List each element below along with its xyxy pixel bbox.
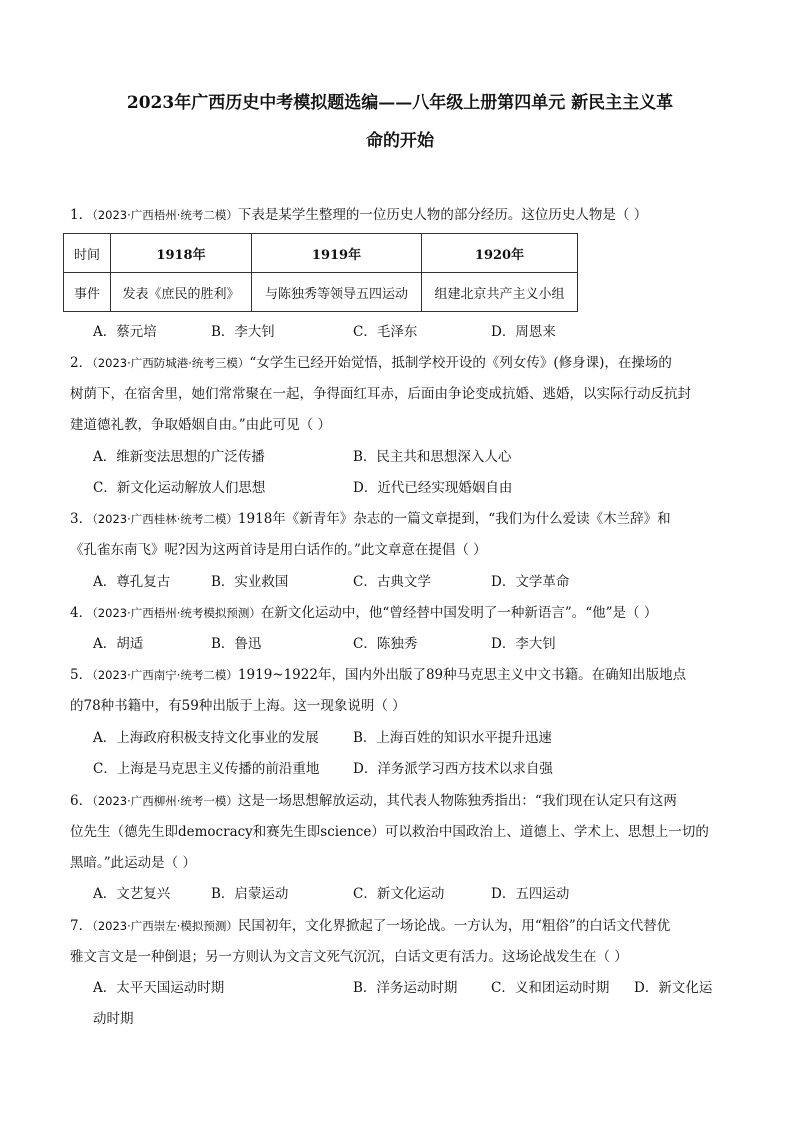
question-5 (70, 660, 730, 722)
option-a[interactable]: A．太平天国运动时期 (93, 980, 225, 996)
question-source: （2023·广西梧州·统考二模） (92, 208, 238, 222)
question-stem-line: 1919~1922年，国内外出版了89种马克思主义中文书籍。在确知出版地点 (237, 667, 687, 683)
question-stem: 下表是某学生整理的一位历史人物的部分经历。这位历史人物是（ ） (237, 207, 648, 223)
option-a[interactable]: A．尊孔复古 (93, 574, 171, 590)
option-c[interactable]: C．毛泽东 (353, 324, 418, 340)
question-stem-line: 建道德礼教，争取婚姻自由。”由此可见（ ） (70, 417, 331, 433)
question-6 (70, 786, 730, 879)
question-stem-line: 雅文言文是一种倒退；另一方则认为文言文死气沉沉，白话文更有活力。这场论战发生在（ ） (70, 949, 628, 965)
option-c[interactable]: C．新文化运动 (353, 886, 445, 902)
question-7 (70, 911, 730, 973)
title-line-1: 2023年广西历史中考模拟题选编——八年级上册第四单元 新民主主义革 (126, 93, 674, 113)
question-stem-line: 1918年《新青年》杂志的一篇文章提到，“我们为什么爱读《木兰辞》和 (237, 511, 671, 527)
option-d[interactable]: D．李大钊 (491, 636, 556, 652)
question-number: 6． (70, 793, 93, 809)
table-cell: 事件 (64, 273, 111, 312)
option-d[interactable]: D．新文化运 (634, 980, 713, 996)
option-b[interactable]: B．鲁迅 (211, 636, 262, 652)
table-cell: 发表《庶民的胜利》 (111, 273, 252, 312)
option-b[interactable]: B．上海百姓的知识水平提升迅速 (353, 730, 552, 746)
option-c[interactable]: C．陈独秀 (353, 636, 418, 652)
question-number: 1． (70, 207, 93, 223)
question-4 (70, 598, 730, 629)
question-1 (70, 200, 730, 231)
question-stem-line: 黑暗。”此运动是（ ） (70, 855, 196, 871)
question-stem-line: “女学生已经开始觉悟，抵制学校开设的《列女传》(修身课)，在操场的 (249, 355, 672, 371)
question-3 (70, 504, 730, 566)
option-b[interactable]: B．李大钊 (211, 324, 275, 340)
option-d[interactable]: D．周恩来 (491, 324, 556, 340)
question-number: 2． (70, 355, 93, 371)
question-source: （2023·广西防城港·统考三模） (92, 356, 250, 370)
table-header-cell: 1920年 (422, 234, 578, 273)
table-header-cell: 时间 (64, 234, 111, 273)
history-table (63, 233, 578, 312)
option-b[interactable]: B．洋务运动时期 (353, 980, 458, 996)
question-number: 4． (70, 605, 93, 621)
question-source: （2023·广西桂林·统考二模） (92, 512, 238, 526)
option-a[interactable]: A．蔡元培 (93, 324, 157, 340)
option-b[interactable]: B．启蒙运动 (211, 886, 289, 902)
option-a[interactable]: A．上海政府积极支持文化事业的发展 (93, 730, 319, 746)
table-cell: 与陈独秀等领导五四运动 (252, 273, 422, 312)
question-stem-line: 树荫下，在宿舍里，她们常常聚在一起，争得面红耳赤，后面由争论变成抗婚、逃婚，以实际行动反抗封 (70, 386, 691, 402)
question-stem-line: 民国初年，文化界掀起了一场论战。一方认为，用“粗俗”的白话文代替优 (237, 918, 671, 934)
question-number: 7． (70, 918, 93, 934)
title-line-2: 命的开始 (366, 131, 434, 151)
document-title (80, 84, 720, 160)
question-source: （2023·广西南宁·统考二模） (92, 668, 238, 682)
option-a[interactable]: A．胡适 (93, 636, 144, 652)
option-d[interactable]: D．五四运动 (491, 886, 570, 902)
option-c[interactable]: C．古典文学 (353, 574, 431, 590)
option-b[interactable]: B．民主共和思想深入人心 (353, 449, 512, 465)
option-d[interactable]: D．近代已经实现婚姻自由 (353, 480, 513, 496)
question-stem-line: 《孔雀东南飞》呢?因为这两首诗是用白话作的。”此文章意在提倡（ ） (70, 542, 487, 558)
question-stem-line: 在新文化运动中，他“曾经替中国发明了一种新语言”。“他”是（ ） (260, 605, 658, 621)
option-d-wrap: 动时期 (93, 1011, 134, 1027)
table-header-cell: 1918年 (111, 234, 252, 273)
option-d[interactable]: D．文学革命 (491, 574, 570, 590)
question-stem-line: 位先生（德先生即democracy和赛先生即science）可以救治中国政治上、道德上、学术上、思想上一切的 (70, 824, 709, 840)
question-number: 5． (70, 667, 93, 683)
option-b[interactable]: B．实业救国 (211, 574, 289, 590)
question-stem-line: 的78种书籍中，有59种出版于上海。这一现象说明（ ） (70, 698, 406, 714)
question-number: 3． (70, 511, 93, 527)
option-c[interactable]: C．新文化运动解放人们思想 (93, 480, 266, 496)
option-a[interactable]: A．维新变法思想的广泛传播 (93, 449, 265, 465)
question-stem-line: 这是一场思想解放运动，其代表人物陈独秀指出：“我们现在认定只有这两 (237, 793, 677, 809)
table-header-cell: 1919年 (252, 234, 422, 273)
table-header-row (64, 234, 578, 273)
table-row (64, 273, 578, 312)
question-source: （2023·广西柳州·统考一模） (92, 794, 238, 808)
table-cell: 组建北京共产主义小组 (422, 273, 578, 312)
option-a[interactable]: A．文艺复兴 (93, 886, 171, 902)
option-c[interactable]: C．上海是马克思主义传播的前沿重地 (93, 761, 320, 777)
question-source: （2023·广西梧州·统考模拟预测） (92, 606, 261, 620)
question-2 (70, 348, 730, 441)
option-d[interactable]: D．洋务派学习西方技术以求自强 (353, 761, 553, 777)
option-c[interactable]: C．义和团运动时期 (491, 980, 610, 996)
question-source: （2023·广西崇左·模拟预测） (92, 919, 238, 933)
